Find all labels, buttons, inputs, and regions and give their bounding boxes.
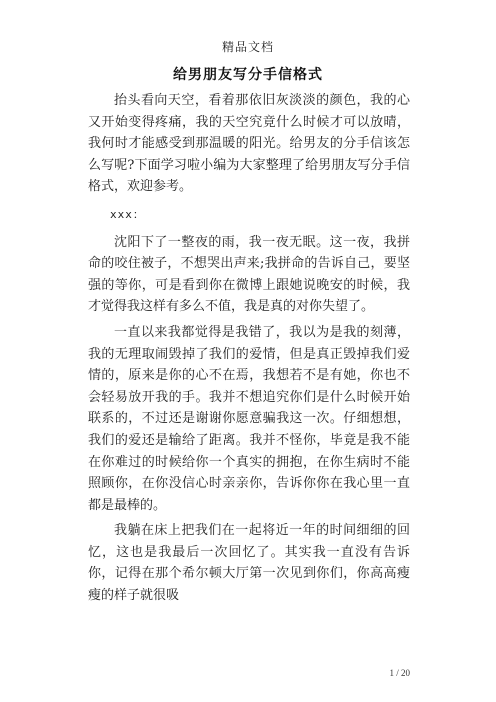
intro-paragraph: 抬头看向天空，看着那依旧灰淡淡的颜色，我的心又开始变得疼痛，我的天空究竟什么时候才可以放晴，我何时才能感受到那温暖的阳光。给男友的分手信该怎么写呢?下面学习啦小编为大家整理了给男朋友写分手信格式，欢迎参考。: [88, 93, 410, 195]
page-header: 精品文档: [221, 40, 274, 54]
body-paragraph: 沈阳下了一整夜的雨，我一夜无眠。这一夜，我拼命的咬住被子，不想哭出声来;我拼命的告诉自己，要坚强的等你，可是看到你在微博上跟她说晚安的时候，我才觉得我这样有多么不值，我是真的对你失望了。: [88, 234, 410, 315]
document-title: 给男朋友写分手信格式: [173, 67, 323, 83]
page-number: 1 / 20: [389, 668, 410, 678]
salutation: xxx：: [110, 207, 145, 221]
body-paragraph: 我躺在床上把我们在一起将近一年的时间细细的回忆，这也是我最后一次回忆了。其实我一直没有告诉你，记得在那个希尔顿大厅第一次见到你们，你高高瘦瘦的样子就很吸: [88, 523, 410, 604]
body-paragraph: 一直以来我都觉得是我错了，我以为是我的刻薄，我的无理取闹毁掉了我们的爱情，但是真正毁掉我们爱情的，原来是你的心不在焉，我想若不是有她，你也不会轻易放开我的手。我并不想追究你们是什么时候开始联系的，不过还是谢谢你愿意骗我这一次。仔细想想，我们的爱还是输给了距离。我并不怪你，毕竟是我不能在你难过的时候给你一个真实的拥抱，在你生病时不能照顾你，在你没信心时亲亲你，告诉你你在我心里一直都是最棒的。: [88, 324, 410, 513]
document-body: [88, 90, 410, 607]
